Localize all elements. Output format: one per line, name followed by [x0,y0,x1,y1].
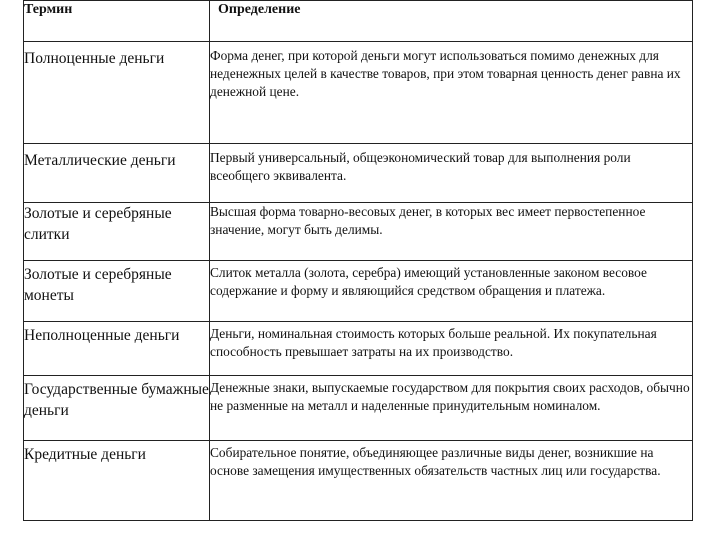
definition-cell: Собирательное понятие, объединяющее различные виды денег, возникшие на основе замещения имущественных обязательств частных лиц или государства. [210,441,693,521]
definition-cell: Первый универсальный, общеэкономический товар для выполнения роли всеобщего эквивалента. [210,144,693,203]
term-cell: Кредитные деньги [24,441,210,521]
definition-cell: Слиток металла (золота, серебра) имеющий установленные законом весовое содержание и форму и являющийся средством обращения и платежа. [210,261,693,322]
term-cell: Неполноценные деньги [24,322,210,376]
table-row [24,261,693,322]
table-row [24,203,693,261]
table-row [24,376,693,441]
definition-cell: Высшая форма товарно-весовых денег, в которых вес имеет первостепенное значение, могут быть делимы. [210,203,693,261]
terms-table [23,0,693,521]
definition-cell: Деньги, номинальная стоимость которых больше реальной. Их покупательная способность превышает затраты на их производство. [210,322,693,376]
definition-cell: Форма денег, при которой деньги могут использоваться помимо денежных для неденежных целей в качестве товаров, при этом товарная ценность денег равна их денежной цене. [210,42,693,144]
term-cell: Металлические деньги [24,144,210,203]
definition-cell: Денежные знаки, выпускаемые государством для покрытия своих расходов, обычно не разменные на металл и наделенные принудительным номиналом. [210,376,693,441]
table-row [24,42,693,144]
term-cell: Золотые и серебряные монеты [24,261,210,322]
header-definition: Определение [210,1,693,42]
term-cell: Государственные бумажные деньги [24,376,210,441]
term-cell: Полноценные деньги [24,42,210,144]
term-cell: Золотые и серебряные слитки [24,203,210,261]
table-row [24,322,693,376]
header-term: Термин [24,1,210,42]
table-header-row [24,1,693,42]
table-row [24,441,693,521]
table-row [24,144,693,203]
